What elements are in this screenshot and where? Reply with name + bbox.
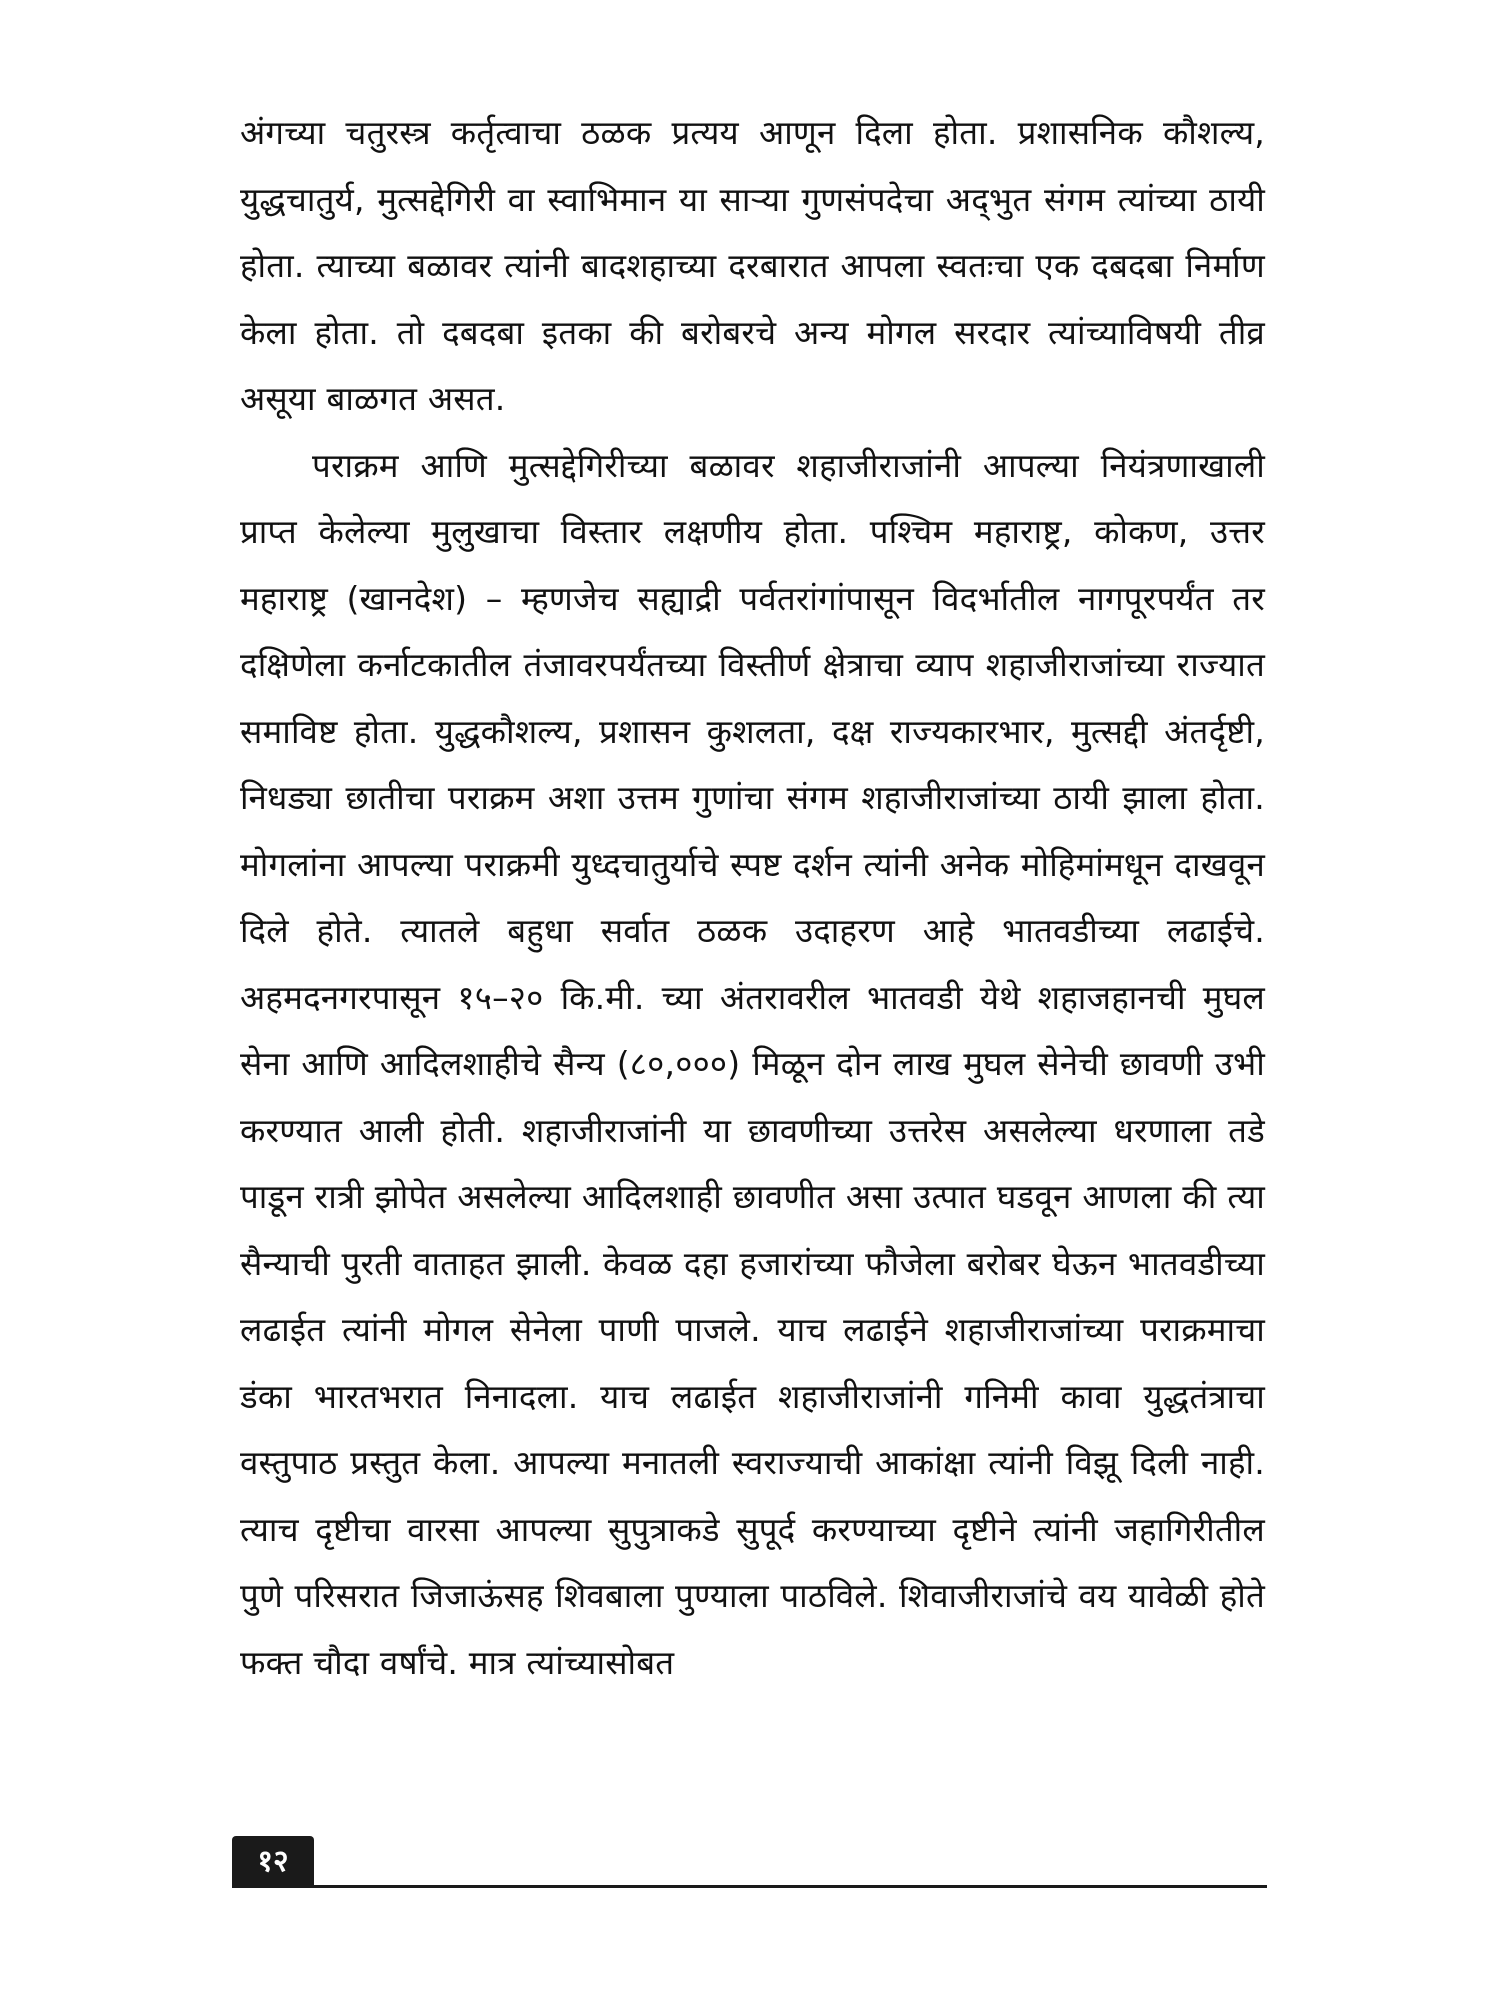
page-footer <box>232 1832 1267 1892</box>
page-number: १२ <box>232 1836 314 1888</box>
paragraph-1: अंगच्या चतुरस्त्र कर्तृत्वाचा ठळक प्रत्यय आणून दिला होता. प्रशासनिक कौशल्य, युद्धचातुर्य, मुत्सद्देगिरी वा स्वाभिमान या साऱ्या गुणसंपदेचा अद्‌भुत संगम त्यांच्या ठायी होता. त्याच्या बळावर त्यांनी बादशहाच्या दरबारात आपला स्वतःचा एक दबदबा निर्माण केला होता. तो दबदबा इतका की बरोबरचे अन्य मोगल सरदार त्यांच्याविषयी तीव्र असूया बाळगत असत. <box>240 113 1265 418</box>
body-text <box>240 100 1265 1696</box>
footer-rule <box>314 1885 1267 1888</box>
paragraph-2: पराक्रम आणि मुत्सद्देगिरीच्या बळावर शहाजीराजांनी आपल्या नियंत्रणाखाली प्राप्त केलेल्या मुलुखाचा विस्तार लक्षणीय होता. पश्चिम महाराष्ट्र, कोकण, उत्तर महाराष्ट्र (खानदेश) – म्हणजेच सह्याद्री पर्वतरांगांपासून विदर्भातील नागपूरपर्यंत तर दक्षिणेला कर्नाटकातील तंजावरपर्यंतच्या विस्तीर्ण क्षेत्राचा व्याप शहाजीराजांच्या राज्यात समाविष्ट होता. युद्धकौशल्य, प्रशासन कुशलता, दक्ष राज्यकारभार, मुत्सद्दी अंतर्दृष्टी, निधड्या छातीचा पराक्रम अशा उत्तम गुणांचा संगम शहाजीराजांच्या ठायी झाला होता. मोगलांना आपल्या पराक्रमी युध्दचातुर्याचे स्पष्ट दर्शन त्यांनी अनेक मोहिमांमधून दाखवून दिले होते. त्यातले बहुधा सर्वात ठळक उदाहरण आहे भातवडीच्या लढाईचे. अहमदनगरपासून १५–२० कि.मी. च्या अंतरावरील भातवडी येथे शहाजहानची मुघल सेना आणि आदिलशाहीचे सैन्य (८०,०००) मिळून दोन लाख मुघल सेनेची छावणी उभी करण्यात आली होती. शहाजीराजांनी या छावणीच्या उत्तरेस असलेल्या धरणाला तडे पाडून रात्री झोपेत असलेल्या आदिलशाही छावणीत असा उत्पात घडवून आणला की त्या सैन्याची पुरती वाताहत झाली. केवळ दहा हजारांच्या फौजेला बरोबर घेऊन भातवडीच्या लढाईत त्यांनी मोगल सेनेला पाणी पाजले. याच लढाईने शहाजीराजांच्या पराक्रमाचा डंका भारतभरात निनादला. याच लढाईत शहाजीराजांनी गनिमी कावा युद्धतंत्राचा वस्तुपाठ प्रस्तुत केला. आपल्या मनातली स्वराज्याची आकांक्षा त्यांनी विझू दिली नाही. त्याच दृष्टीचा वारसा आपल्या सुपुत्राकडे सुपूर्द करण्याच्या दृष्टीने त्यांनी जहागिरीतील पुणे परिसरात जिजाऊंसह शिवबाला पुण्याला पाठविले. शिवाजीराजांचे वय यावेळी होते फक्त चौदा वर्षांचे. मात्र त्यांच्यासोबत <box>240 445 1265 1682</box>
